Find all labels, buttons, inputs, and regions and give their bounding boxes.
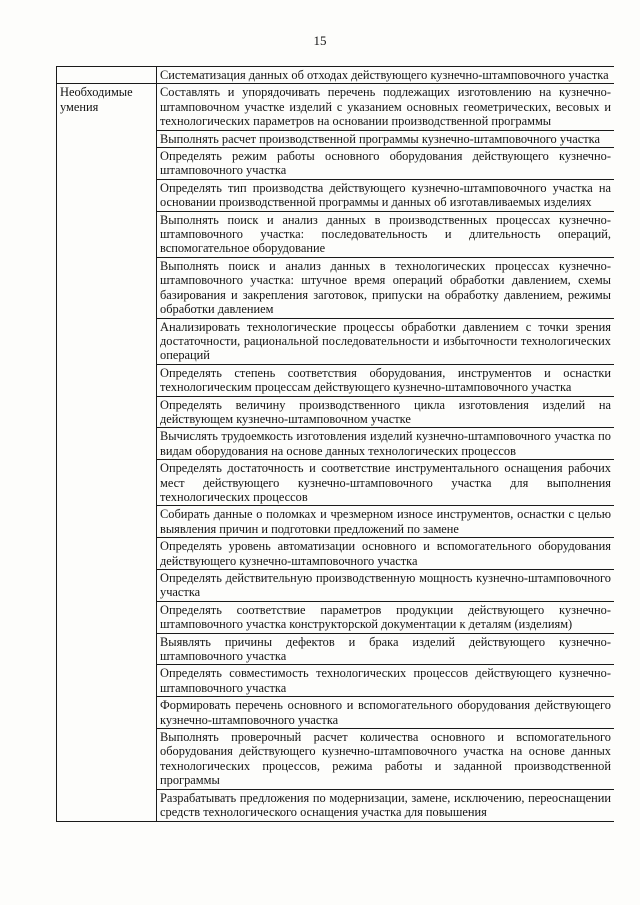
skill-item: Составлять и упорядочивать перечень подлежащих изготовлению на кузнечно-штамповочном участке изделий с указанием основных геометрических, весовых и технологических параметров на основании производственной программы: [157, 84, 615, 130]
skill-item: Определять достаточность и соответствие инструментального оснащения рабочих мест действующего кузнечно-штамповочного участка для выполнения технологических процессов: [157, 460, 615, 506]
skill-item: Выполнять проверочный расчет количества основного и вспомогательного оборудования действующего кузнечно-штамповочного участка на основе данных технологических процессов, режима работы и заданной производственной программы: [157, 729, 615, 790]
skill-item: Определять степень соответствия оборудования, инструментов и оснастки технологическим процессам действующего кузнечно-штамповочного участка: [157, 364, 615, 396]
skill-item: Выполнять поиск и анализ данных в производственных процессах кузнечно-штамповочного участка: последовательность и длительность операций, вспомогательное оборудование: [157, 211, 615, 257]
skill-item: Выполнять поиск и анализ данных в технологических процессах кузнечно-штамповочного участка: штучное время операций обработки давлением, схемы базирования и закрепления заготовок, припуски на обработку давлением, режимы обработки давлением: [157, 257, 615, 318]
skill-item: Определять режим работы основного оборудования действующего кузнечно-штамповочного участка: [157, 148, 615, 180]
skill-item: Определять уровень автоматизации основного и вспомогательного оборудования действующего кузнечно-штамповочного участка: [157, 538, 615, 570]
requirements-table: [56, 66, 614, 822]
skill-item: Систематизация данных об отходах действующего кузнечно-штамповочного участка: [157, 67, 615, 84]
page-number: 15: [313, 33, 327, 48]
category-cell-skills: Необходимые умения: [57, 84, 157, 821]
skill-item: Определять действительную производственную мощность кузнечно-штамповочного участка: [157, 570, 615, 602]
skill-item: Определять соответствие параметров продукции действующего кузнечно-штамповочного участка конструкторской документации к деталям (изделиям): [157, 601, 615, 633]
table-row: [57, 84, 615, 130]
skill-item: Собирать данные о поломках и чрезмерном износе инструментов, оснастки с целью выявления причин и подготовки предложений по замене: [157, 506, 615, 538]
skill-item: Выявлять причины дефектов и брака изделий действующего кузнечно-штамповочного участка: [157, 633, 615, 665]
skill-item: Определять величину производственного цикла изготовления изделий на действующем кузнечно-штамповочном участке: [157, 396, 615, 428]
skill-item: Выполнять расчет производственной программы кузнечно-штамповочного участка: [157, 130, 615, 147]
requirements-table-wrapper: [56, 66, 614, 905]
category-cell: [57, 67, 157, 84]
skill-item: Разрабатывать предложения по модернизации, замене, исключению, переоснащении средств технологического оснащения участка для повышения: [157, 789, 615, 821]
skill-item: Вычислять трудоемкость изготовления изделий кузнечно-штамповочного участка по видам оборудования на основе данных технологических процессов: [157, 428, 615, 460]
skill-item: Определять тип производства действующего кузнечно-штамповочного участка на основании производственной программы и данных об изготавливаемых изделиях: [157, 179, 615, 211]
skill-item: Определять совместимость технологических процессов действующего кузнечно-штамповочного участка: [157, 665, 615, 697]
table-row: [57, 67, 615, 84]
skill-item: Анализировать технологические процессы обработки давлением с точки зрения достаточности, рациональной последовательности и избыточности технологических операций: [157, 318, 615, 364]
skill-item: Формировать перечень основного и вспомогательного оборудования действующего кузнечно-штамповочного участка: [157, 697, 615, 729]
